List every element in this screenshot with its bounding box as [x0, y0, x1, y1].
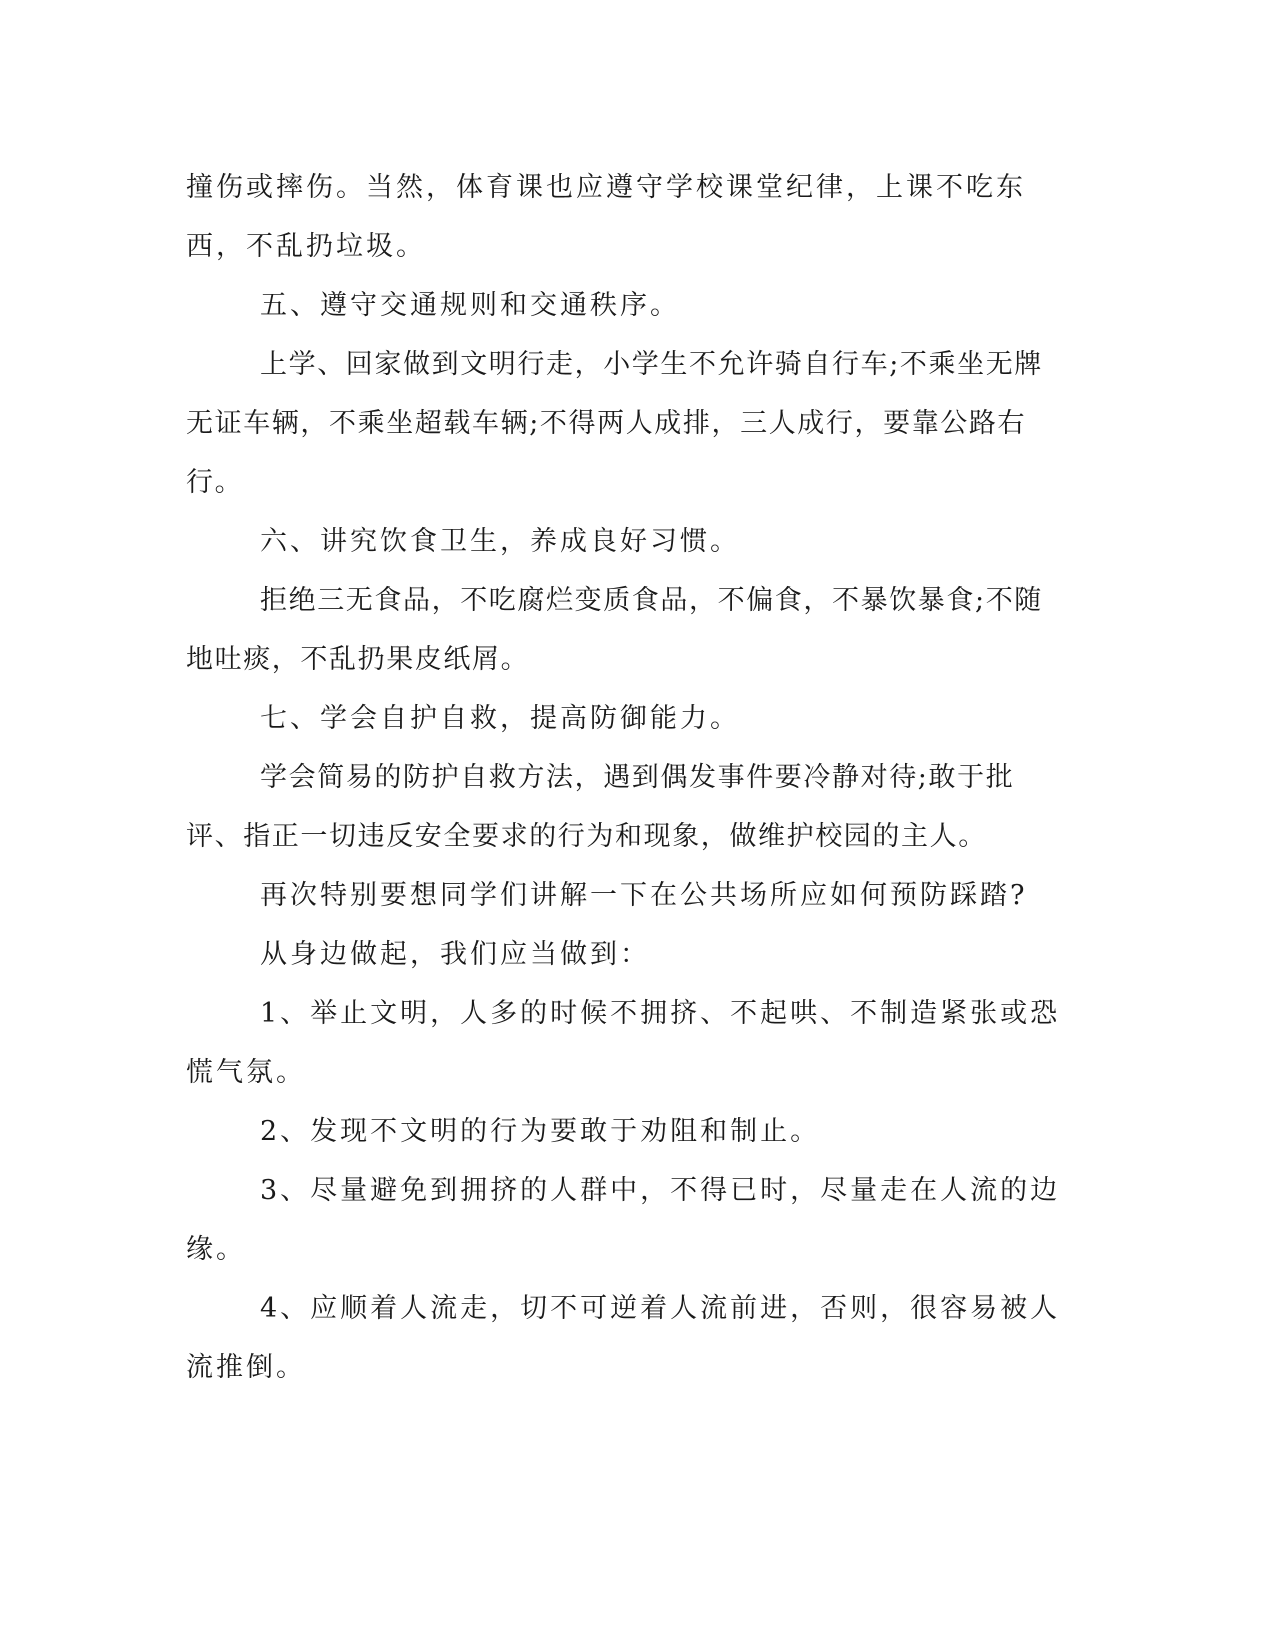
document-body [186, 158, 1066, 1397]
paragraph: 拒绝三无食品，不吃腐烂变质食品，不偏食，不暴饮暴食;不随地吐痰，不乱扔果皮纸屑。 [186, 585, 1043, 675]
list-item: 2、发现不文明的行为要敢于劝阻和制止。 [260, 1116, 821, 1147]
section-heading: 五、遵守交通规则和交通秩序。 [260, 290, 680, 321]
paragraph: 再次特别要想同学们讲解一下在公共场所应如何预防踩踏? [260, 880, 1028, 911]
list-item: 4、应顺着人流走，切不可逆着人流前进，否则，很容易被人流推倒。 [186, 1293, 1061, 1383]
paragraph: 上学、回家做到文明行走，小学生不允许骑自行车;不乘坐无牌无证车辆，不乘坐超载车辆;不得两人成排，三人成行，要靠公路右行。 [186, 349, 1043, 498]
section-heading: 六、讲究饮食卫生，养成良好习惯。 [260, 526, 740, 557]
paragraph: 从身边做起，我们应当做到： [260, 939, 650, 970]
paragraph: 撞伤或摔伤。当然，体育课也应遵守学校课堂纪律，上课不吃东西，不乱扔垃圾。 [186, 172, 1026, 262]
list-item: 1、举止文明，人多的时候不拥挤、不起哄、不制造紧张或恐慌气氛。 [186, 998, 1061, 1088]
section-heading: 七、学会自护自救，提高防御能力。 [260, 703, 740, 734]
paragraph: 学会简易的防护自救方法，遇到偶发事件要冷静对待;敢于批评、指正一切违反安全要求的行为和现象，做维护校园的主人。 [186, 762, 1015, 852]
list-item: 3、尽量避免到拥挤的人群中，不得已时，尽量走在人流的边缘。 [186, 1175, 1061, 1265]
